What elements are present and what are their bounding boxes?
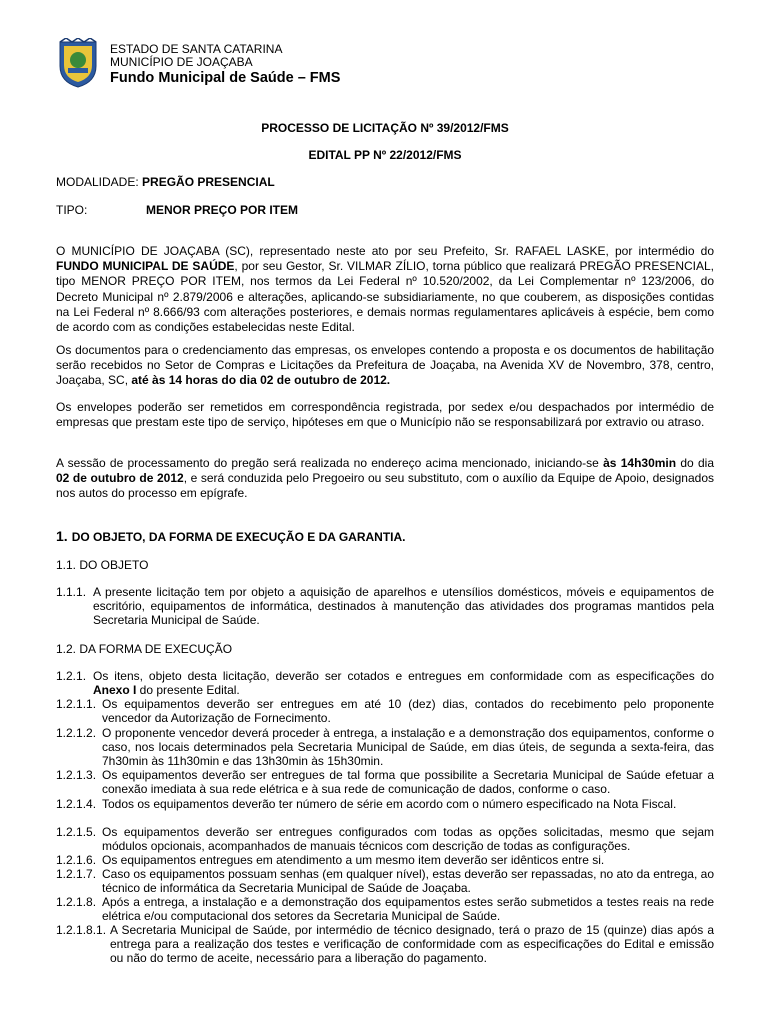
clause-1-2-1-7 [56, 867, 714, 895]
documents-text: Os documentos para o credenciamento das empresas, os envelopes contendo a proposta e os documentos de habilitação serão recebidos no Setor de Compras e Licitações da Prefeitura de Joaçaba, na Avenida XV de Novembro, 378, centro, Joaçaba, SC, [56, 343, 714, 388]
clause-number: 1.2.1.4. [56, 797, 97, 811]
subsection-1-1: 1.1. DO OBJETO [56, 558, 149, 572]
section-1-number: 1. [56, 528, 68, 544]
clause-number: 1.2.1.8.1. [56, 923, 107, 937]
tipo-value: MENOR PREÇO POR ITEM [146, 203, 299, 217]
process-title: PROCESSO DE LICITAÇÃO Nº 39/2012/FMS [261, 121, 509, 135]
clause-number: 1.2.1.3. [56, 768, 97, 782]
clause-text [56, 669, 714, 697]
clause-number: 1.2.1.2. [56, 726, 97, 740]
municipality-name: MUNICÍPIO DE JOAÇABA [110, 55, 253, 69]
clause-1-2-1-8 [56, 895, 714, 923]
clause-text: Os equipamentos deverão ser entregues configurados com todas as opções solicitadas, mesmo que sejam módulos opcionais, acompanhados de manuais técnicos com descrição de todas as configurações. [102, 825, 714, 854]
clause-text: A Secretaria Municipal de Saúde, por intermédio de técnico designado, terá o prazo de 15 (quinze) dias após a entrega para a realização dos testes e verificação de conformidade com as especificações do Edital e emissão ou não do termo de aceite, necessário para a liberação do pagamento. [110, 923, 714, 966]
clause-text: Caso os equipamentos possuam senhas (em qualquer nível), estas deverão ser repassadas, no ato da entrega, ao técnico de informática da Secretaria Municipal de Saúde de Joaçaba. [102, 867, 714, 896]
clause-number: 1.2.1. [56, 669, 87, 683]
section-1-title: DO OBJETO, DA FORMA DE EXECUÇÃO E DA GARANTIA. [71, 530, 406, 544]
intro-text-2: , por seu Gestor, Sr. VILMAR ZÍLIO, torna público que realizará PREGÃO PRESENCIAL, tipo MENOR PREÇO POR ITEM, nos termos da Lei Federal nº 10.520/2002, da Lei Complementar nº 123/2006, do Decreto Municipal nº 2.879/2006 e alterações, aplicando-se subsidiariamente, no que couberem, as disposições contidas na Lei Federal nº 8.666/93 com alterações posteriores, e demais normas regulamentares aplicáveis à espécie, bem como de acordo com as condições estabelecidas neste Edital. [56, 259, 715, 335]
clause-1-2-1-text-a: Os itens, objeto desta licitação, deverão ser cotados e entregues em conformidade com as especificações do [93, 669, 714, 683]
clause-1-2-1-5 [56, 825, 714, 853]
documents-paragraph [56, 343, 714, 389]
edital-title: EDITAL PP Nº 22/2012/FMS [308, 148, 462, 162]
clause-text [56, 585, 714, 628]
intro-paragraph [56, 244, 714, 335]
clause-text: O proponente vencedor deverá proceder à entrega, a instalação e a demonstração dos equipamentos, conforme o caso, nos locais determinados pela Secretaria Municipal de Saúde, em dias úteis, de segunda a sexta-feira, das 7h30min às 11h30min e das 13h30min às 15h30min. [102, 726, 714, 769]
session-time: às 14h30min [603, 456, 677, 470]
clause-text: Os equipamentos entregues em atendimento a um mesmo item deverão ser idênticos entre si. [102, 853, 605, 867]
session-text-1: A sessão de processamento do pregão será realizada no endereço acima mencionado, iniciando-se [56, 456, 604, 470]
tipo-line [56, 203, 299, 217]
modalidade-line [56, 175, 275, 189]
modalidade-value: PREGÃO PRESENCIAL [142, 175, 275, 189]
clause-number: 1.2.1.7. [56, 867, 97, 881]
clause-number: 1.2.1.8. [56, 895, 97, 909]
clause-1-2-1-1 [56, 697, 714, 725]
clause-number: 1.2.1.1. [56, 697, 97, 711]
clause-1-2-1-3 [56, 768, 714, 796]
clause-number: 1.2.1.6. [56, 853, 97, 867]
modalidade-label: MODALIDADE: [56, 175, 139, 189]
envelopes-paragraph: Os envelopes poderão ser remetidos em correspondência registrada, por sedex e/ou despachados por intermédio de empresas que prestam este tipo de serviço, hipóteses em que o Município não se responsabilizará por extravio ou atraso. [56, 400, 714, 430]
letterhead [110, 43, 340, 88]
clause-text: Os equipamentos deverão ser entregues de tal forma que possibilite a Secretaria Municipal de Saúde efetuar a conexão imediata à sua rede elétrica e à sua rede de comunicação de dados, conforme o caso. [102, 768, 714, 797]
session-text-3: , e será conduzida pelo Pregoeiro ou seu substituto, com o auxílio da Equipe de Apoio, designados nos autos do processo em epígrafe. [56, 471, 715, 501]
section-1-heading [56, 528, 405, 544]
intro-text-fund: FUNDO MUNICIPAL DE SAÚDE [56, 259, 235, 274]
clause-1-2-1-4 [56, 797, 714, 811]
intro-text-1: O MUNICÍPIO DE JOAÇABA (SC), representado neste ato por seu Prefeito, Sr. RAFAEL LASKE, por intermédio do [56, 244, 714, 258]
municipal-coat-of-arms [58, 38, 98, 88]
clause-1-2-1-8-1 [56, 923, 714, 966]
clause-text: Todos os equipamentos deverão ter número de série em acordo com o número especificado na Nota Fiscal. [102, 797, 677, 811]
documents-deadline: até às 14 horas do dia 02 de outubro de 2012. [131, 373, 391, 388]
subsection-1-2: 1.2. DA FORMA DE EXECUÇÃO [56, 642, 233, 656]
tipo-label: TIPO: [56, 203, 88, 217]
clause-1-2-1-2 [56, 726, 714, 769]
clause-text: Os equipamentos deverão ser entregues em até 10 (dez) dias, contados do recebimento pelo proponente vencedor da Autorização de Fornecimento. [102, 697, 714, 726]
annex-reference: Anexo I [93, 683, 137, 698]
clause-1-2-1-6 [56, 853, 714, 867]
clause-1-2-1-text-c: do presente Edital. [136, 683, 240, 698]
clause-number: 1.2.1.5. [56, 825, 97, 839]
clause-1-2-1 [56, 669, 714, 697]
fund-name: Fundo Municipal de Saúde – FMS [110, 70, 341, 86]
clause-text: Após a entrega, a instalação e a demonstração dos equipamentos estes serão submetidos a testes reais na rede elétrica e/ou computacional dos setores da Secretaria Municipal de Saúde. [102, 895, 714, 924]
clause-1-1-1-text: A presente licitação tem por objeto a aquisição de aparelhos e utensílios domésticos, móveis e equipamentos de escritório, equipamentos de informática, destinados à manutenção das atividades dos programas mantidos pela Secretaria Municipal de Saúde. [93, 585, 714, 628]
state-name: ESTADO DE SANTA CATARINA [110, 42, 283, 56]
clause-number: 1.1.1. [56, 585, 87, 599]
session-paragraph [56, 456, 714, 502]
session-date: 02 de outubro de 2012 [56, 471, 184, 486]
clause-1-1-1 [56, 585, 714, 628]
session-text-2: do dia [676, 456, 715, 470]
